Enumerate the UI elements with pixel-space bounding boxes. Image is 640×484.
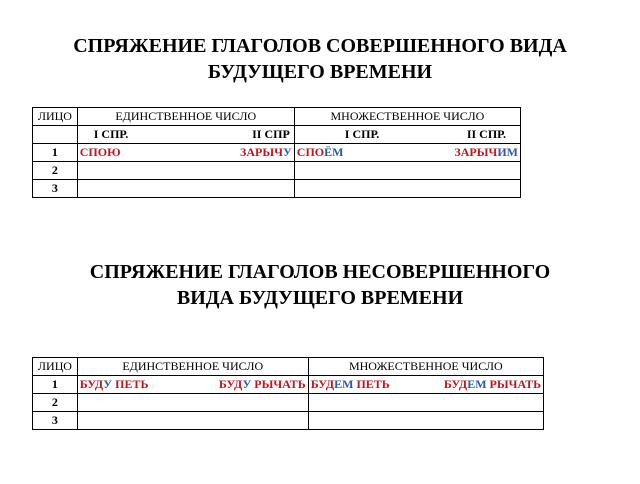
plural-cell [308,412,543,430]
singular-cell [77,394,308,412]
title-line: СПРЯЖЕНИЕ ГЛАГОЛОВ НЕСОВЕРШЕННОГО [89,261,551,283]
verb-word [240,144,292,161]
conj-2-label: II СПР [252,127,290,141]
title-perfective [0,33,640,85]
verb-infinitive: РЫЧАТЬ [489,377,541,391]
verb-infinitive: ПЕТЬ [115,377,149,391]
conj-2-label: II СПР. [466,127,506,141]
plural-cell [294,162,520,180]
singular-cell [77,180,294,198]
verb-word [297,144,344,161]
header-plural: МНОЖЕСТВЕННОЕ ЧИСЛО [294,108,520,126]
verb-stem: ЗАРЫЧ [240,145,283,159]
plural-cell [308,376,543,394]
verb-stem: БУД [310,377,335,391]
table-subheader-row [33,126,521,144]
table-row [33,376,544,394]
person-number: 2 [33,394,78,412]
person-number: 3 [33,412,78,430]
verb-ending: ЁМ [324,145,344,159]
verb-ending: У [103,377,113,391]
singular-cell [77,376,308,394]
singular-cell [77,144,294,162]
subheader-singular [77,126,294,144]
verb-phrase [219,376,306,393]
verb-stem: ЗАРЫЧ [454,145,498,159]
table-row [33,412,544,430]
header-singular: ЕДИНСТВЕННОЕ ЧИСЛО [77,358,308,376]
verb-stem: СПО [296,145,325,159]
singular-cell [77,412,308,430]
title-line: БУДУЩЕГО ВРЕМЕНИ [207,61,433,83]
verb-phrase [444,376,541,393]
table-row [33,180,521,198]
person-number: 1 [33,376,78,394]
header-face: ЛИЦО [33,108,78,126]
table-header-row [33,108,521,126]
verb-phrase [311,376,390,393]
verb-ending: ЕМ [334,377,354,391]
title-imperfective [0,259,640,311]
subheader-plural [294,126,520,144]
person-number: 1 [33,144,78,162]
header-singular: ЕДИНСТВЕННОЕ ЧИСЛО [77,108,294,126]
title-line: ВИДА БУДУЩЕГО ВРЕМЕНИ [176,287,464,309]
plural-cell [294,180,520,198]
conj-1-label: I СПР. [344,127,380,141]
verb-stem: БУД [79,377,104,391]
table-header-row [33,358,544,376]
table-row [33,394,544,412]
verb-ending: У [242,377,252,391]
verb-ending: У [282,145,292,159]
verb-infinitive: РЫЧАТЬ [254,377,306,391]
plural-cell [308,394,543,412]
subheader-face-empty [33,126,78,144]
imperfective-conjugation-table [32,357,544,430]
verb-stem: БУД [443,377,468,391]
verb-ending: ИМ [497,145,518,159]
header-plural: МНОЖЕСТВЕННОЕ ЧИСЛО [308,358,543,376]
verb-ending: ЕМ [467,377,487,391]
person-number: 2 [33,162,78,180]
verb-phrase [80,376,149,393]
title-line: СПРЯЖЕНИЕ ГЛАГОЛОВ СОВЕРШЕННОГО ВИДА [73,35,567,57]
plural-cell [294,144,520,162]
table-row [33,162,521,180]
perfective-conjugation-table [32,107,521,198]
verb-word [454,144,518,161]
singular-cell [77,162,294,180]
person-number: 3 [33,180,78,198]
conj-1-label: I СПР. [93,127,129,141]
verb-stem: БУД [218,377,243,391]
header-face: ЛИЦО [33,358,78,376]
verb-infinitive: ПЕТЬ [356,377,390,391]
verb-word: СПОЮ [79,145,121,159]
table-row [33,144,521,162]
